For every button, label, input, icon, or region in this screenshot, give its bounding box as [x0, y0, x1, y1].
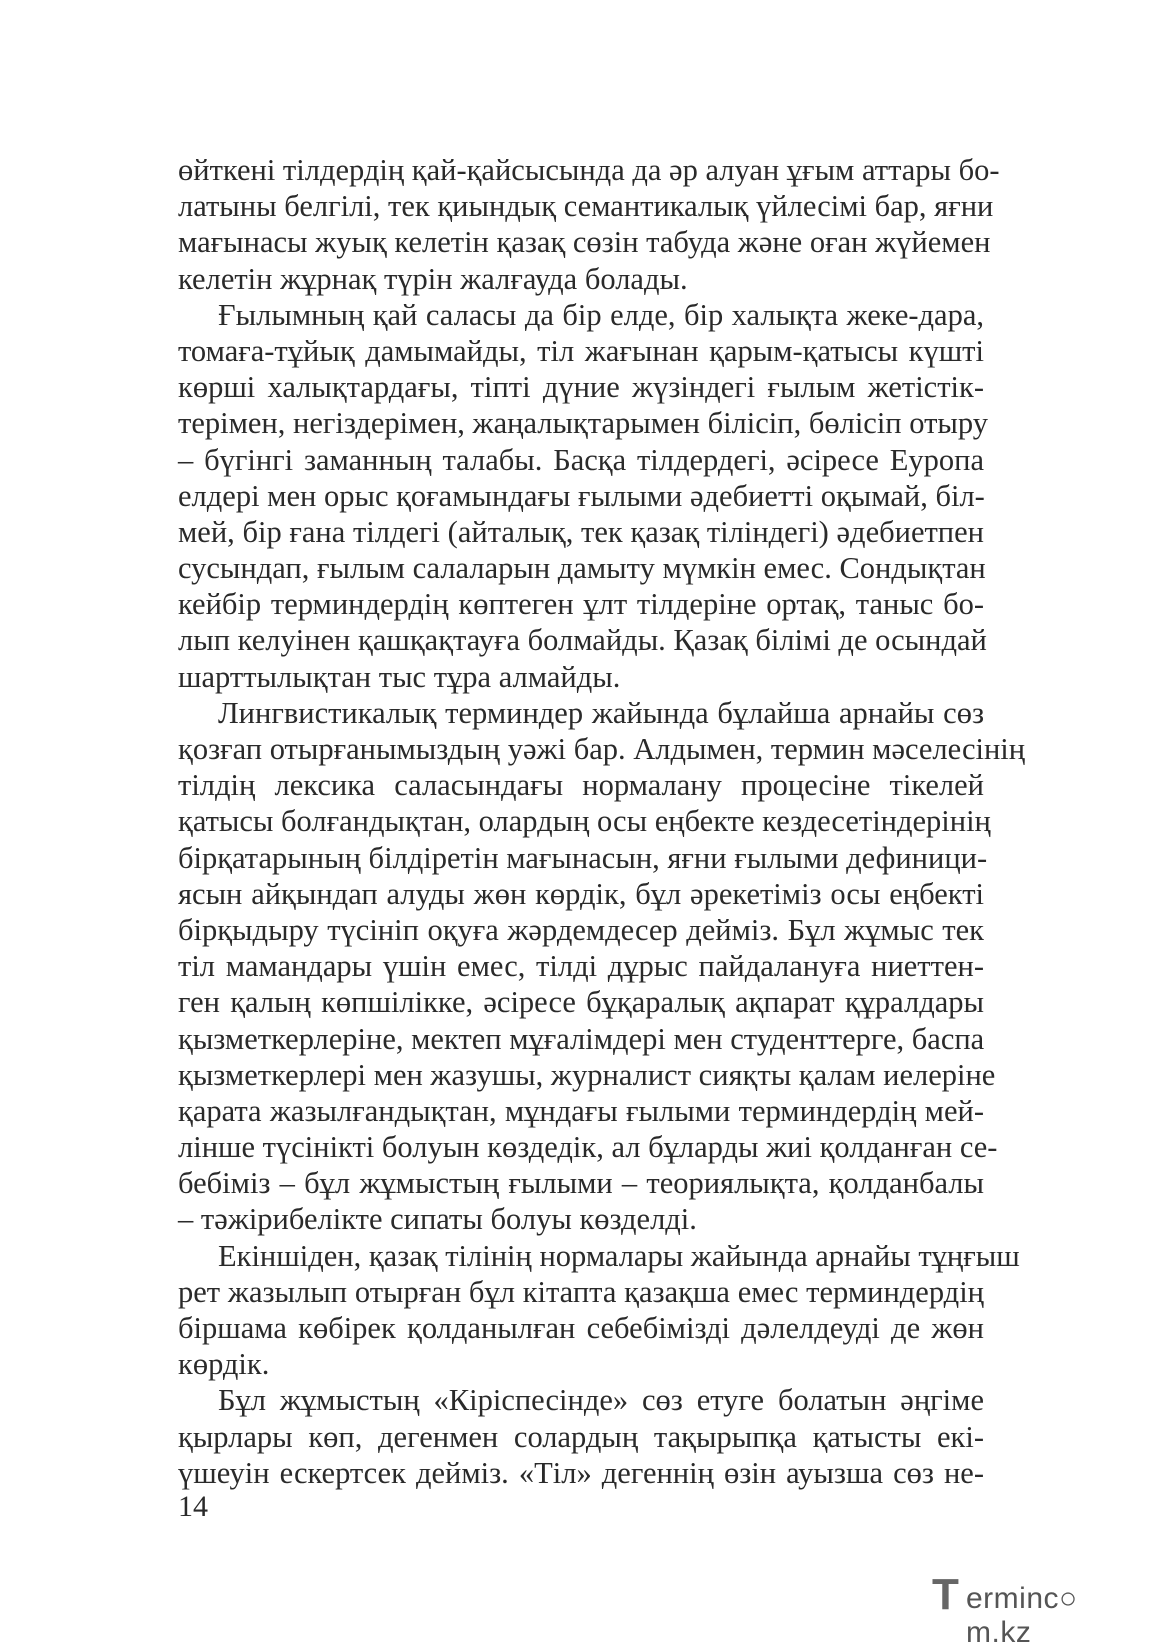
- text-line: рет жазылып отырған бұл кітапта қазақша емес терминдердің: [178, 1274, 984, 1309]
- text-line: қатысы болғандықтан, олардың осы еңбекте кездесетіндерінің: [178, 804, 991, 839]
- text-line: латыны белгілі, тек қиындық семантикалық үйлесімі бар, яғни: [178, 189, 994, 224]
- text-line: біршама көбірек қолданылған себебімізді дәлелдеуді де жөн: [178, 1311, 984, 1345]
- paragraph: [178, 695, 1026, 1238]
- text-line: тіл мамандары үшін емес, тілді дұрыс пайдалануға ниеттен-: [178, 949, 984, 984]
- text-line: томаға-тұйық дамымайды, тіл жағынан қарым-қатысы күшті: [178, 333, 984, 368]
- text-line: тілдің лексика саласындағы нормалану процесіне тікелей: [178, 768, 984, 803]
- text-line: сусындап, ғылым салаларын дамыту мүмкін емес. Сондықтан: [178, 551, 986, 586]
- text-line: лып келуінен қашқақтауға болмайды. Қазақ білімі де осындай: [178, 623, 987, 658]
- text-line: Бұл жұмыстың «Кіріспесінде» сөз етуге болатын әңгіме: [218, 1383, 984, 1418]
- text-line: Лингвистикалық терминдер жайында бұлайша арнайы сөз: [218, 695, 984, 730]
- text-line: – тәжірибелікте сипаты болуы көзделді.: [178, 1202, 697, 1237]
- text-line: келетін жұрнақ түрін жалғауда болады.: [178, 261, 688, 296]
- text-line: үшеуін ескертсек дейміз. «Тіл» дегеннің өзін ауызша сөз не-: [178, 1455, 984, 1490]
- text-line: кейбір терминдердің көптеген ұлт тілдеріне ортақ, таныс бо-: [178, 587, 984, 622]
- text-line: бірқатарының білдіретін мағынасын, яғни ғылыми дефиници-: [178, 840, 988, 875]
- text-line: көрдік.: [178, 1347, 270, 1382]
- text-line: мағынасы жуық келетін қазақ сөзін табуда және оған жүйемен: [178, 225, 991, 260]
- text-line: терімен, негіздерімен, жаңалықтарымен біліcіп, бөлісіп отыру: [178, 406, 989, 441]
- paragraph: [178, 1382, 984, 1491]
- text-line: Екіншіден, қазақ тілінің нормалары жайында арнайы тұңғыш: [218, 1238, 1020, 1273]
- text-line: – бүгінгі заманның талабы. Басқа тілдердегі, әсіресе Еуропа: [178, 442, 984, 477]
- text-line: қызметкерлеріне, мектеп мұғалімдері мен студенттерге, баспа: [178, 1021, 985, 1056]
- text-line: бірқыдыру түсініп оқуға жәрдемдесер дейміз. Бұл жұмыс тек: [178, 912, 984, 947]
- text-line: ген қалың көпшілікке, әсіресе бұқаралық ақпарат құралдары: [178, 985, 984, 1020]
- text-line: өйткені тілдердің қай-қайсысында да әр алуан ұғым аттары бо-: [178, 153, 1000, 187]
- text-line: қызметкерлері мен жазушы, журналист сияқты қалам иелеріне: [178, 1057, 996, 1092]
- text-line: қозғап отырғанымыздың уәжі бар. Алдымен, термин мәселесінің: [178, 732, 1026, 766]
- paragraph: [178, 297, 989, 695]
- text-line: көрші халықтардағы, тіпті дүние жүзіндегі ғылым жетістік-: [178, 370, 984, 405]
- text-line: шарттылықтан тыс тұра алмайды.: [178, 659, 621, 694]
- site-watermark: [930, 1570, 1150, 1649]
- text-line: мей, бір ғана тілдегі (айталық, тек қазақ тіліндегі) әдебиетпен: [178, 514, 984, 549]
- page-number: 14: [178, 1490, 208, 1523]
- text-line: ясын айқындап алуды жөн көрдік, бұл әрекетіміз осы еңбекті: [178, 876, 984, 911]
- text-line: лінше түсінікті болуын көздедік, ал бұларды жиі қолданған се-: [178, 1130, 998, 1165]
- text-line: бебіміз – бұл жұмыстың ғылыми – теориялықта, қолданбалы: [178, 1166, 984, 1201]
- text-line: қарата жазылғандықтан, мұндағы ғылыми терминдердің мей-: [178, 1093, 984, 1128]
- text-line: қырлары көп, дегенмен солардың тақырыпқа қатысты екі-: [178, 1419, 984, 1454]
- text-line: Ғылымның қай саласы да бір елде, бір халықта жеке-дара,: [218, 297, 984, 332]
- paragraph: [178, 152, 1000, 297]
- body-text: [178, 152, 1026, 1491]
- watermark-text: erminc○ m.kz: [966, 1582, 1078, 1649]
- paragraph: [178, 1238, 1020, 1383]
- text-line: елдері мен орыс қоғамындағы ғылыми әдебиетті оқымай, біл-: [178, 478, 985, 513]
- watermark-letter: T: [932, 1570, 959, 1619]
